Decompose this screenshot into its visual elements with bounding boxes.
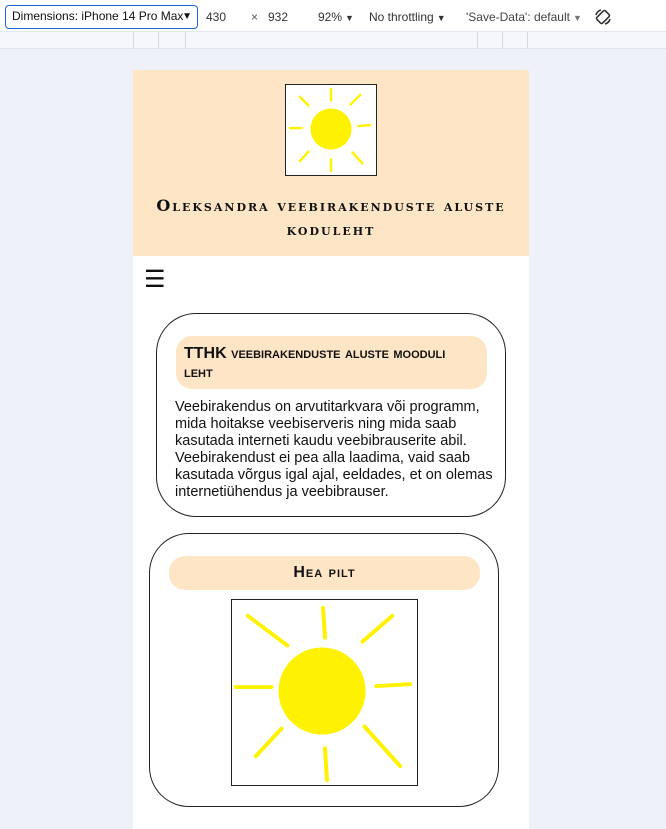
info-card xyxy=(156,313,506,517)
caret-down-icon: ▼ xyxy=(572,13,582,23)
hamburger-menu-icon[interactable]: ☰ xyxy=(144,266,166,293)
zoom-label: 92% xyxy=(318,10,343,24)
save-data-select[interactable] xyxy=(466,8,582,26)
throttling-select[interactable] xyxy=(369,8,446,26)
throttling-label: No throttling xyxy=(369,10,434,24)
width-input[interactable]: 430 xyxy=(206,10,227,24)
caret-down-icon: ▼ xyxy=(345,13,354,23)
image-card xyxy=(149,533,499,807)
rotate-icon[interactable] xyxy=(593,7,613,27)
device-dimensions-label: Dimensions: iPhone 14 Pro Max xyxy=(12,9,184,23)
page-header xyxy=(133,70,529,256)
media-query-ruler xyxy=(0,32,666,49)
device-dimensions-select[interactable] xyxy=(5,5,198,29)
info-card-text: Veebirakendus on arvutitarkvara või programm, mida hoitakse veebiserveris ning mida saab kasutada interneti kaudu veebibrauserite abil. Veebirakendust ei pea alla laadima, vaid saab kasutada võrgus igal ajal, eeldades, et on olemas internetiühendus ja veebibrauser. xyxy=(175,399,493,500)
page-title: Oleksandra veebirakenduste aluste koduleht xyxy=(156,196,506,239)
save-data-label: 'Save-Data': default xyxy=(466,10,570,24)
device-viewport xyxy=(133,70,529,829)
image-card-title: Hea pilt xyxy=(169,556,480,590)
info-card-title: TTHK veebirakenduste aluste mooduli leht xyxy=(176,336,487,389)
times-icon: × xyxy=(251,10,259,24)
zoom-select[interactable] xyxy=(318,8,354,26)
caret-down-icon: ▼ xyxy=(436,13,446,23)
devtools-device-toolbar xyxy=(0,0,666,32)
height-input[interactable]: 932 xyxy=(268,10,289,24)
sun-logo xyxy=(285,84,377,176)
sun-image xyxy=(231,599,418,786)
caret-down-icon: ▼ xyxy=(182,11,192,22)
